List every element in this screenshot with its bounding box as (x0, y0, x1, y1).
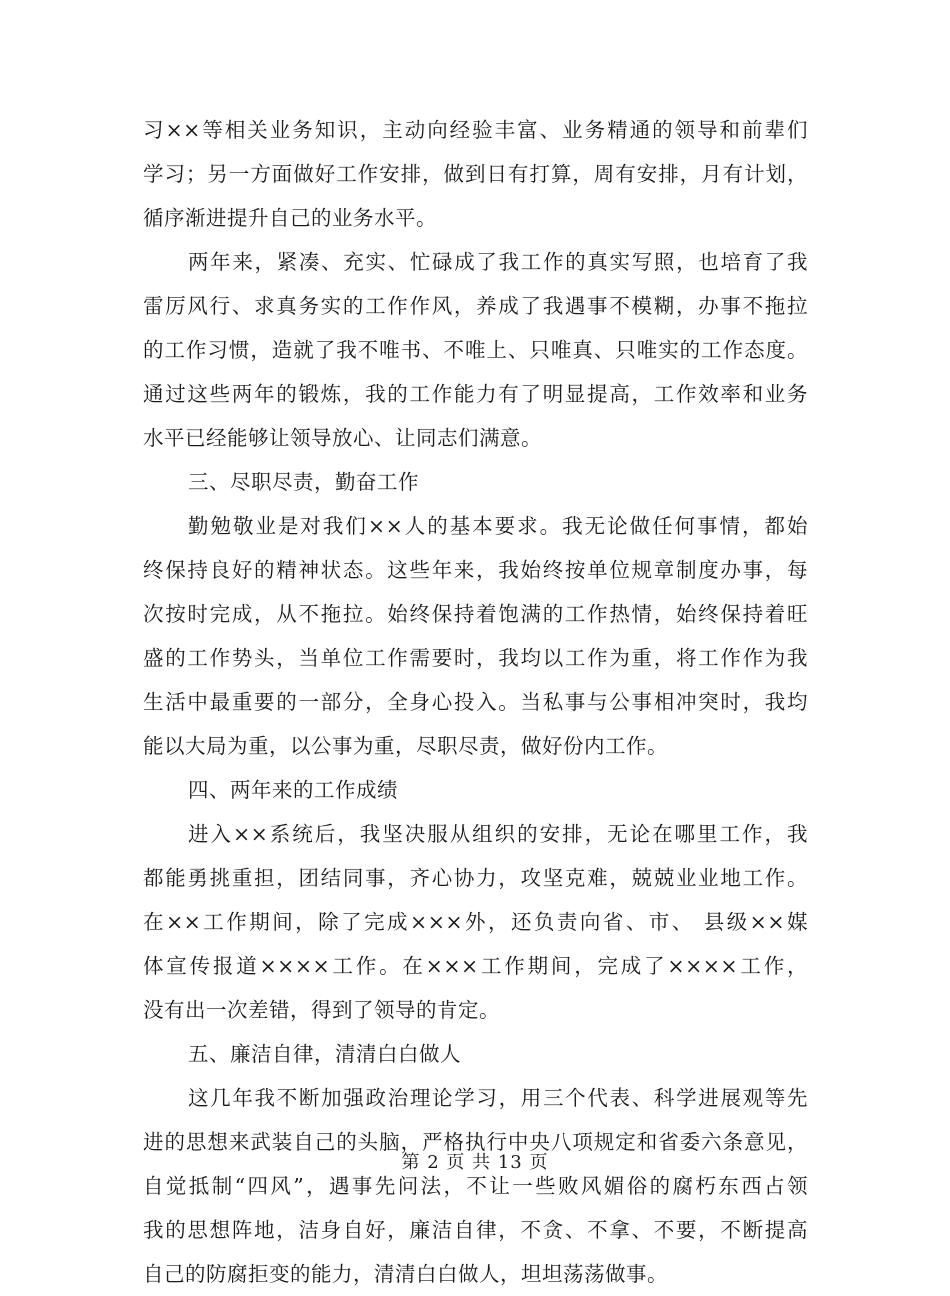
text-line: 雷厉风行、求真务实的工作作风，养成了我遇事不模糊，办事不拖拉 (143, 294, 808, 318)
text-line: 终保持良好的精神状态。这些年来，我始终按单位规章制度办事，每 (143, 558, 808, 582)
text-line: 循序渐进提升自己的业务水平。 (143, 206, 437, 230)
text-line: 水平已经能够让领导放心、让同志们满意。 (143, 426, 542, 450)
text-line: 能以大局为重，以公事为重，尽职尽责，做好份内工作。 (143, 734, 668, 758)
text-line: 我的思想阵地，洁身自好，廉洁自律，不贪、不拿、不要，不断提高 (143, 1218, 808, 1242)
document-body (143, 108, 808, 1296)
text-line: 盛的工作势头，当单位工作需要时，我均以工作为重，将工作作为我 (143, 646, 808, 670)
text-line: 体宣传报道××××工作。在×××工作期间，完成了××××工作， (143, 954, 808, 978)
text-line: 生活中最重要的一部分，全身心投入。当私事与公事相冲突时，我均 (143, 690, 808, 714)
text-line: 三、尽职尽责，勤奋工作 (188, 470, 419, 494)
text-line: 进入××系统后，我坚决服从组织的安排，无论在哪里工作，我 (188, 822, 808, 846)
text-line: 五、廉洁自律，清清白白做人 (188, 1042, 461, 1066)
text-line: 勤勉敬业是对我们××人的基本要求。我无论做任何事情，都始 (188, 514, 808, 538)
text-line: 进的思想来武装自己的头脑，严格执行中央八项规定和省委六条意见， (143, 1130, 808, 1154)
text-line: 自己的防腐拒变的能力，清清白白做人，坦坦荡荡做事。 (143, 1262, 668, 1286)
text-line: 次按时完成，从不拖拉。始终保持着饱满的工作热情，始终保持着旺 (143, 602, 808, 626)
text-line: 自觉抵制“四风”，遇事先问法，不让一些败风媚俗的腐朽东西占领 (143, 1174, 808, 1198)
text-line: 都能勇挑重担，团结同事，齐心协力，攻坚克难，兢兢业业地工作。 (143, 866, 808, 890)
text-line: 的工作习惯，造就了我不唯书、不唯上、只唯真、只唯实的工作态度。 (143, 338, 808, 362)
page-number-label: 第 2 页 共 13 页 (401, 1152, 549, 1173)
text-line: 两年来，紧凑、充实、忙碌成了我工作的真实写照，也培育了我 (188, 250, 808, 274)
text-line: 没有出一次差错，得到了领导的肯定。 (143, 998, 500, 1022)
text-line: 在××工作期间，除了完成×××外，还负责向省、市、 县级××媒 (143, 910, 808, 934)
text-line: 通过这些两年的锻炼，我的工作能力有了明显提高，工作效率和业务 (143, 382, 808, 406)
page-footer (0, 1148, 950, 1174)
text-line: 四、两年来的工作成绩 (188, 778, 398, 802)
text-line: 习××等相关业务知识，主动向经验丰富、业务精通的领导和前辈们 (143, 118, 808, 142)
text-line: 学习；另一方面做好工作安排，做到日有打算，周有安排，月有计划， (143, 162, 808, 186)
text-line: 这几年我不断加强政治理论学习，用三个代表、科学进展观等先 (188, 1086, 808, 1110)
